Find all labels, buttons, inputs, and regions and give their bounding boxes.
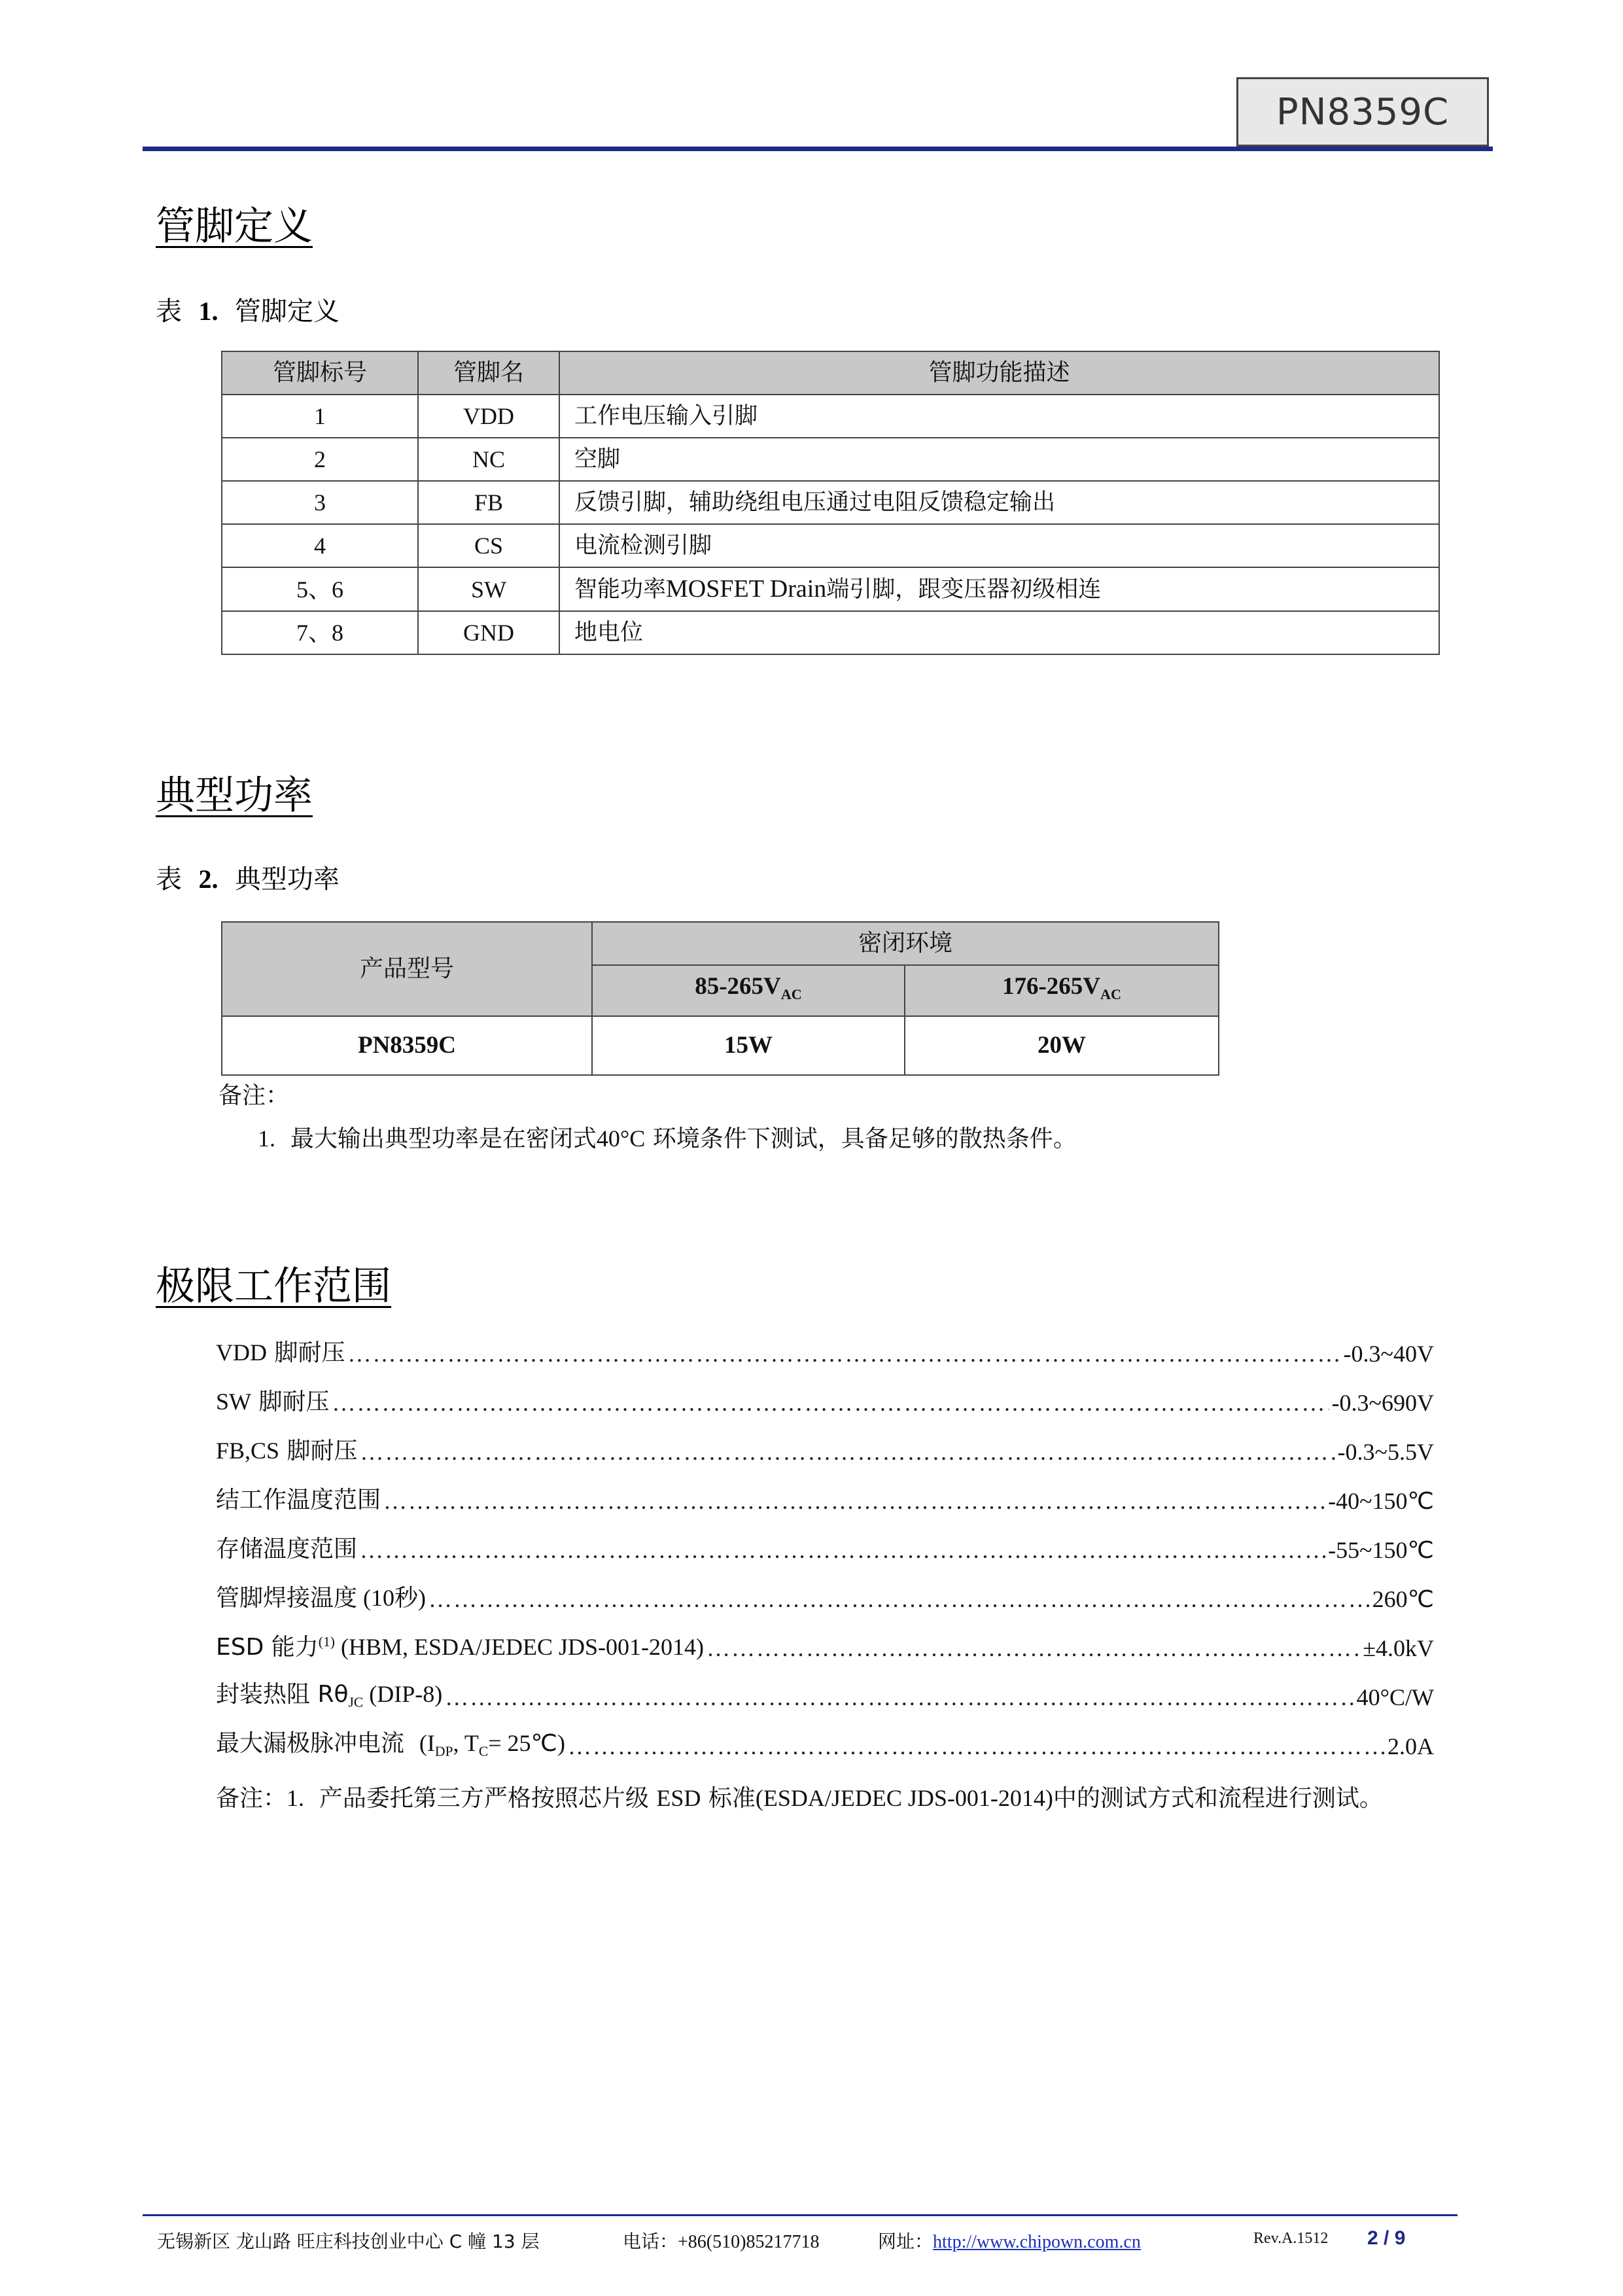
table-row [222, 438, 1439, 481]
spec-row: 结工作温度范围 ……………………………………………………………………………………………………………………………………………………………………………………………………… -40~150℃ [216, 1478, 1434, 1515]
leader-dots [428, 1585, 1370, 1613]
spec-row: 存储温度范围 ……………………………………………………………………………………………………………………………………………………………………………………………………… -55~150℃ [216, 1527, 1434, 1564]
website-link[interactable]: http://www.chipown.com.cn [933, 2232, 1141, 2252]
section-title-pin-definition: 管脚定义 [156, 203, 313, 249]
pin-description: 智能功率MOSFET Drain端引脚，跟变压器初级相连 [559, 567, 1439, 611]
pin-number: 7、8 [222, 611, 418, 654]
product-model: PN8359C [222, 1016, 592, 1075]
power-note-label: 备注： [218, 1082, 290, 1109]
pin-name: NC [418, 438, 559, 481]
section-title-absolute-limits: 极限工作范围 [156, 1263, 391, 1309]
page-footer [157, 2223, 1439, 2256]
table-row [222, 611, 1439, 654]
spec-value: 40°C/W [1356, 1684, 1434, 1710]
pin-name: CS [418, 524, 559, 567]
spec-value: -0.3~40V [1343, 1341, 1434, 1367]
footer-revision: Rev.A.1512 [1253, 2230, 1329, 2247]
pin-description: 反馈引脚，辅助绕组电压通过电阻反馈稳定输出 [559, 481, 1439, 524]
leader-dots [707, 1634, 1360, 1662]
column-header-range-1: $85-265V_{AC}$ [592, 965, 905, 1016]
column-header-sealed-env: 密闭环境 [592, 922, 1219, 965]
column-header-pin-name: 管脚名 [418, 351, 559, 395]
power-note-1: 1. 最大输出典型功率是在密闭式40°C 环境条件下测试，具备足够的散热条件。 [258, 1125, 1077, 1152]
page-number: 2 / 9 [1367, 2227, 1406, 2249]
pin-name: GND [418, 611, 559, 654]
pin-name: SW [418, 567, 559, 611]
spec-value: -55~150℃ [1328, 1537, 1434, 1563]
table-2-caption: 表 2. 典型功率 [156, 864, 340, 894]
column-header-pin-number: 管脚标号 [222, 351, 418, 395]
typical-power-table [221, 921, 1219, 1076]
spec-row: 管脚焊接温度 (10秒) ……………………………………………………………………………………………………………………………………………………………………………………………………… 260℃ [216, 1576, 1434, 1613]
footer-website: 网址：http://www.chipown.com.cn [878, 2231, 1141, 2252]
pin-number: 2 [222, 438, 418, 481]
spec-value: -0.3~5.5V [1337, 1439, 1434, 1465]
pin-number: 5、6 [222, 567, 418, 611]
table-row [222, 481, 1439, 524]
limits-note: 备注：1. 产品委托第三方严格按照芯片级 ESD 标准(ESDA/JEDEC JDS-001-2014)中的测试方式和流程进行测试。 [216, 1785, 1383, 1812]
leader-dots [332, 1389, 1329, 1417]
table-header-row [222, 351, 1439, 395]
footer-divider [143, 2214, 1457, 2216]
section-title-typical-power: 典型功率 [156, 773, 313, 819]
spec-row: 最大漏极脉冲电流 ($I_{DP}$, $T_C=$ 25℃) ……………………………………………………………………………………………………………………………………………………………………………………………………… 2.0A [216, 1723, 1434, 1760]
pin-description: 地电位 [559, 611, 1439, 654]
spec-value: -0.3~690V [1331, 1390, 1434, 1416]
pin-description: 电流检测引脚 [559, 524, 1439, 567]
table-1-caption: 表 1. 管脚定义 [156, 296, 340, 327]
pin-description: 空脚 [559, 438, 1439, 481]
footer-address: 无锡新区 龙山路 旺庄科技创业中心 C 幢 13 层 [157, 2231, 540, 2252]
table-header-row [222, 922, 1219, 965]
table-row [222, 1016, 1219, 1075]
model-badge [1236, 77, 1489, 147]
column-header-product: 产品型号 [222, 922, 592, 1016]
column-header-pin-function: 管脚功能描述 [559, 351, 1439, 395]
table-row [222, 395, 1439, 438]
power-value-1: 15W [592, 1016, 905, 1075]
leader-dots [360, 1536, 1325, 1564]
spec-row: 封装热阻 $R\theta_{JC}$ (DIP-8) ……………………………………………………………………………………………………………………………………………………………………………………………………… 40°C/W [216, 1674, 1434, 1711]
spec-row: SW 脚耐压 ……………………………………………………………………………………………………………………………………………………………………………………………………… -0.3~690V [216, 1380, 1434, 1417]
leader-dots [568, 1733, 1385, 1760]
spec-value: 260℃ [1372, 1586, 1434, 1612]
spec-row: FB,CS 脚耐压 ……………………………………………………………………………………………………………………………………………………………………………………………………… -0.3~5.5V [216, 1429, 1434, 1466]
power-value-2: 20W [905, 1016, 1219, 1075]
table-row [222, 524, 1439, 567]
model-badge-label: PN8359C [1276, 90, 1450, 133]
spec-value: ±4.0kV [1363, 1635, 1434, 1661]
pin-definition-table [221, 351, 1440, 655]
leader-dots [383, 1487, 1325, 1515]
leader-dots [445, 1684, 1353, 1711]
column-header-range-2: $176-265V_{AC}$ [905, 965, 1219, 1016]
pin-number: 4 [222, 524, 418, 567]
spec-value: -40~150℃ [1328, 1488, 1434, 1514]
header-divider [143, 147, 1493, 151]
pin-number: 3 [222, 481, 418, 524]
leader-dots [360, 1438, 1335, 1466]
pin-name: FB [418, 481, 559, 524]
leader-dots [347, 1340, 1340, 1368]
pin-name: VDD [418, 395, 559, 438]
spec-value: 2.0A [1387, 1733, 1434, 1759]
pin-description: 工作电压输入引脚 [559, 395, 1439, 438]
spec-row: VDD 脚耐压 ……………………………………………………………………………………………………………………………………………………………………………………………………… -0.3~40V [216, 1331, 1434, 1368]
table-row [222, 567, 1439, 611]
pin-number: 1 [222, 395, 418, 438]
footer-phone: 电话：+86(510)85217718 [623, 2231, 820, 2252]
spec-row: ESD 能力$^{(1)}$ (HBM, ESDA/JEDEC JDS-001-2014) ……………………………………………………………………………………………………………………………………………………………………………………………………… ±4.0kV [216, 1625, 1434, 1662]
